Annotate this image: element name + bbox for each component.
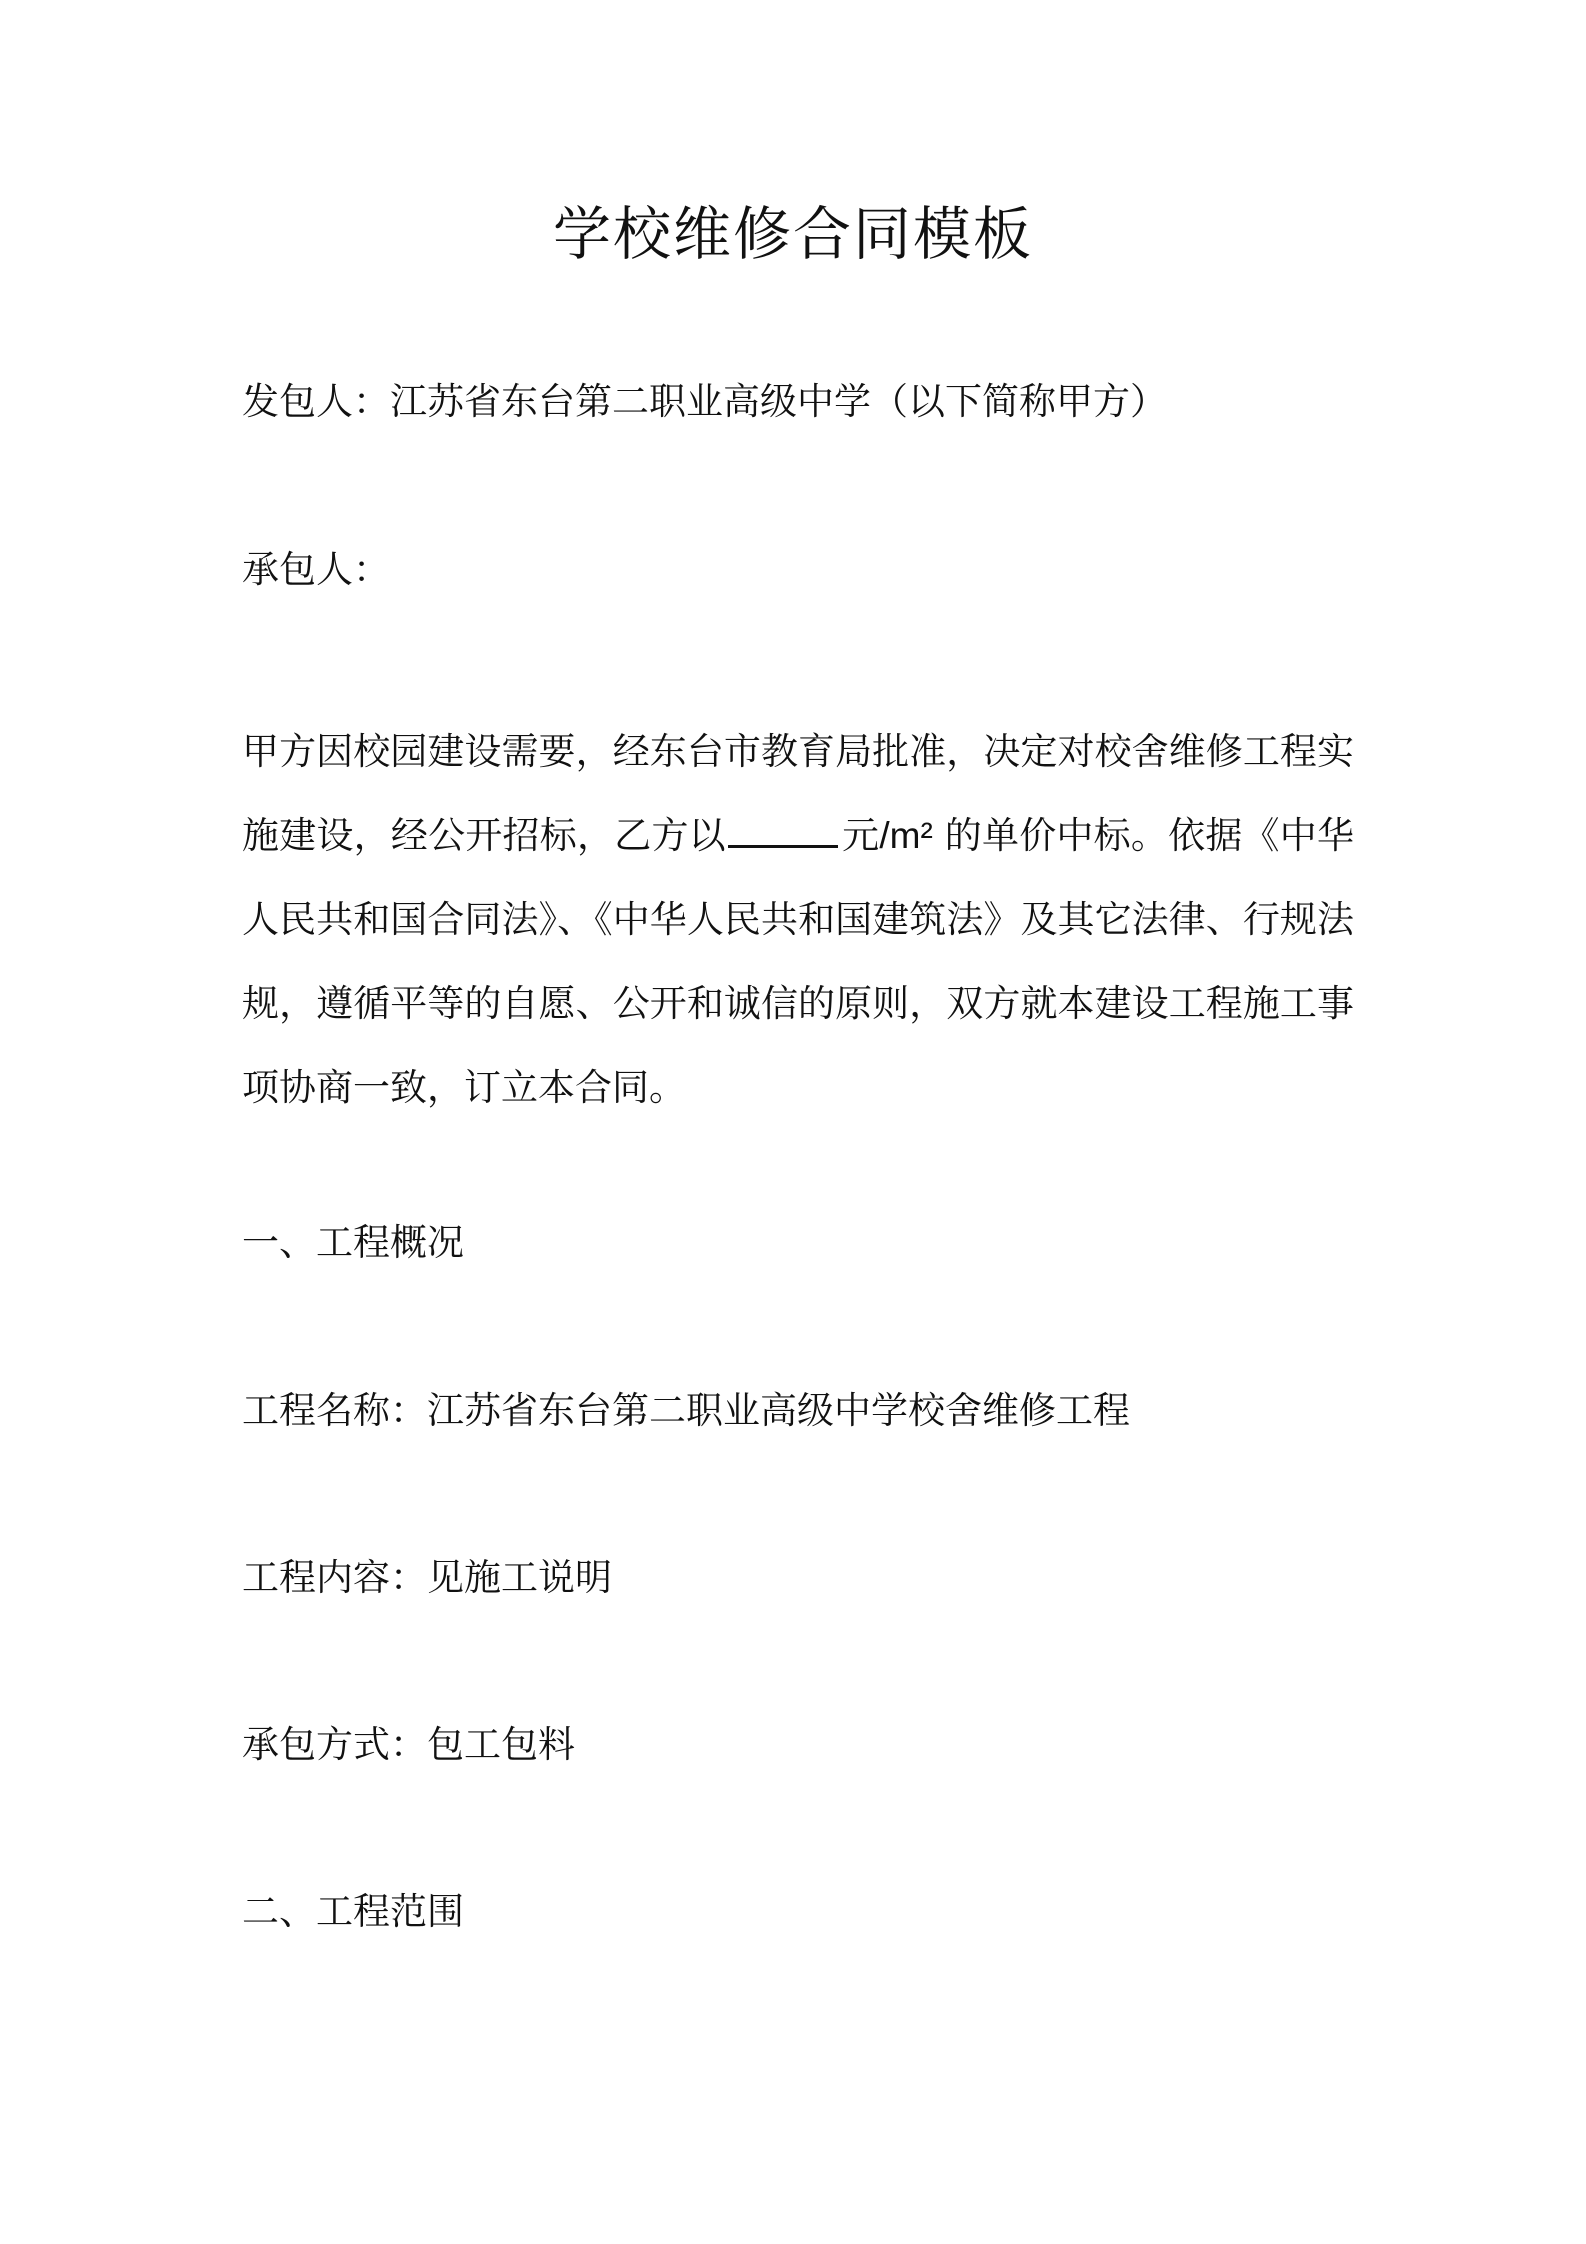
intro-line-2-start: 施建设，经公开招标，乙方以 — [242, 814, 726, 857]
intro-line-2-end: 的单价中标。依据《中华 — [944, 814, 1354, 857]
section-2-heading: 二、工程范围 — [242, 1890, 464, 1933]
section-1-heading: 一、工程概况 — [242, 1221, 464, 1264]
intro-line-1: 甲方因校园建设需要，经东台市教育局批准，决定对校舍维修工程实 — [242, 730, 1354, 773]
intro-line-3: 人民共和国合同法》、《中华人民共和国建筑法》及其它法律、行规法 — [242, 898, 1354, 941]
employer-line: 发包人：江苏省东台第二职业高级中学（以下简称甲方） — [242, 380, 1167, 423]
intro-paragraph — [242, 710, 1354, 1130]
intro-line-4: 规，遵循平等的自愿、公开和诚信的原则，双方就本建设工程施工事 — [242, 982, 1354, 1025]
contractor-line: 承包人： — [242, 548, 390, 591]
project-name-line: 工程名称：江苏省东台第二职业高级中学校舍维修工程 — [242, 1389, 1130, 1432]
contract-method-line: 承包方式：包工包料 — [242, 1723, 575, 1766]
project-content-line: 工程内容：见施工说明 — [242, 1556, 612, 1599]
unit-price-unit: 元/m² — [841, 815, 933, 856]
intro-line-2 — [242, 794, 1354, 878]
document-title: 学校维修合同模板 — [552, 200, 1033, 268]
unit-price-blank — [728, 815, 838, 848]
intro-line-5: 项协商一致，订立本合同。 — [242, 1066, 686, 1109]
